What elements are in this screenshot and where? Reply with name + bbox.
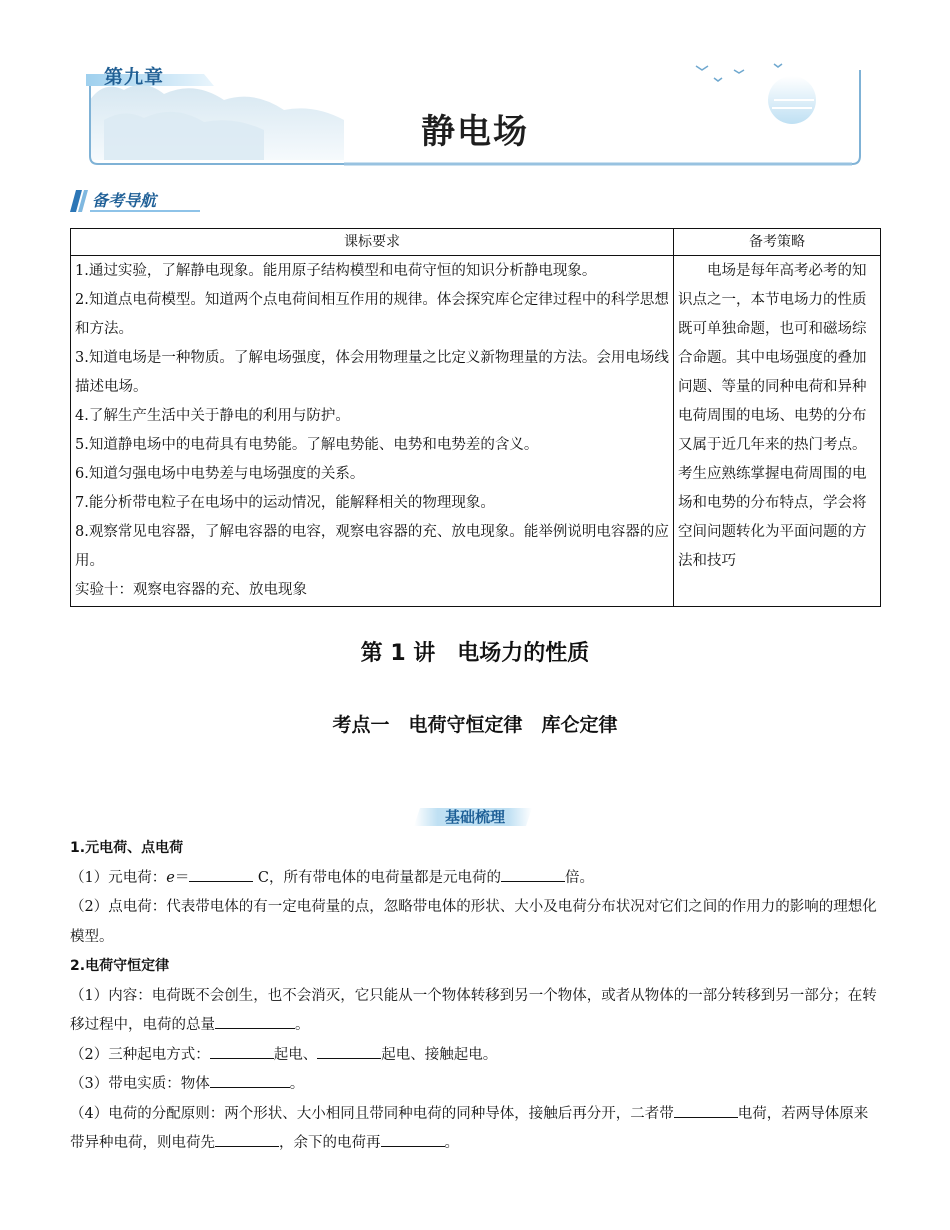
- requirement-item: 实验十：观察电容器的充、放电现象: [75, 582, 307, 598]
- fill-blank[interactable]: [189, 865, 253, 882]
- fill-blank[interactable]: [215, 1012, 295, 1029]
- requirement-item: 1.通过实验，了解静电现象。能用原子结构模型和电荷守恒的知识分析静电现象。: [75, 263, 597, 279]
- requirement-item: 6.知道匀强电场中电势差与电场强度的关系。: [75, 466, 365, 482]
- fill-blank[interactable]: [210, 1071, 290, 1088]
- basics-label: 基础梳理: [444, 808, 505, 826]
- requirement-item: 8.观察常见电容器，了解电容器的电容，观察电容器的充、放电现象。能举例说明电容器的应用。: [75, 524, 669, 569]
- exam-navigation-label: 备考导航: [92, 191, 157, 210]
- fill-blank[interactable]: [215, 1130, 279, 1147]
- tag-underline: [90, 210, 200, 212]
- basics-content: [70, 834, 882, 1159]
- exam-point-title: 考点一 电荷守恒定律 库仑定律: [332, 714, 618, 736]
- chapter-title: 静电场: [421, 112, 529, 152]
- requirement-item: 2.知道点电荷模型。知道两个点电荷间相互作用的规律。体会探究库仑定律过程中的科学思想和方法。: [75, 292, 669, 337]
- section-heading-1: 1.元电荷、点电荷: [70, 840, 184, 856]
- basics-badge: [412, 804, 538, 830]
- section-heading-2: 2.电荷守恒定律: [70, 958, 170, 974]
- requirements-cell: [71, 256, 674, 607]
- strategy-cell: 电场是每年高考必考的知识点之一，本节电场力的性质既可单独命题，也可和磁场综合命题。其中电场强度的叠加问题、等量的同种电荷和异种电荷周围的电场、电势的分布又属于近几年来的热门考点。考生应熟练掌握电荷周围的电场和电势的分布特点，学会将空间问题转化为平面问题的方法和技巧: [674, 256, 881, 607]
- lecture-title: 第 1 讲 电场力的性质: [360, 641, 590, 666]
- fill-blank[interactable]: [674, 1101, 738, 1118]
- chapter-number: 第九章: [104, 66, 165, 88]
- paragraph-elementary-charge: （1）元电荷：e＝ C，所有带电体的电荷量都是元电荷的 倍。: [70, 864, 882, 894]
- paragraph-point-charge: （2）点电荷：代表带电体的有一定电荷量的点，忽略带电体的形状、大小及电荷分布状况对它们之间的作用力的影响的理想化模型。: [70, 899, 877, 945]
- requirement-item: 3.知道电场是一种物质。了解电场强度，体会用物理量之比定义新物理量的方法。会用电场线描述电场。: [75, 350, 669, 395]
- requirement-item: 7.能分析带电粒子在电场中的运动情况，能解释相关的物理现象。: [75, 495, 495, 511]
- fill-blank[interactable]: [501, 865, 565, 882]
- paragraph-conservation: （1）内容：电荷既不会创生，也不会消灭，它只能从一个物体转移到另一个物体，或者从物体的一部分转移到另一部分；在转移过程中，电荷的总量 。: [70, 987, 877, 1033]
- curriculum-table: [70, 228, 881, 607]
- requirement-item: 5.知道静电场中的电荷具有电势能。了解电势能、电势和电势差的含义。: [75, 437, 539, 453]
- paragraph-charging-essence: （3）带电实质：物体 。: [70, 1070, 882, 1100]
- paragraph-electrification-methods: （2）三种起电方式： 起电、 起电、接触起电。: [70, 1041, 882, 1071]
- fill-blank[interactable]: [381, 1130, 445, 1147]
- stripes-icon: [70, 190, 90, 212]
- requirement-item: 4.了解生产生活中关于静电的利用与防护。: [75, 408, 350, 424]
- fill-blank[interactable]: [317, 1042, 381, 1059]
- fill-blank[interactable]: [210, 1042, 274, 1059]
- header-requirements: 课标要求: [71, 229, 674, 256]
- header-strategy: 备考策略: [674, 229, 881, 256]
- paragraph-distribution-rule: （4）电荷的分配原则：两个形状、大小相同且带同种电荷的同种导体，接触后再分开，二者带 电荷，若两导体原来带异种电荷，则电荷先 ，余下的电荷再 。: [70, 1100, 882, 1159]
